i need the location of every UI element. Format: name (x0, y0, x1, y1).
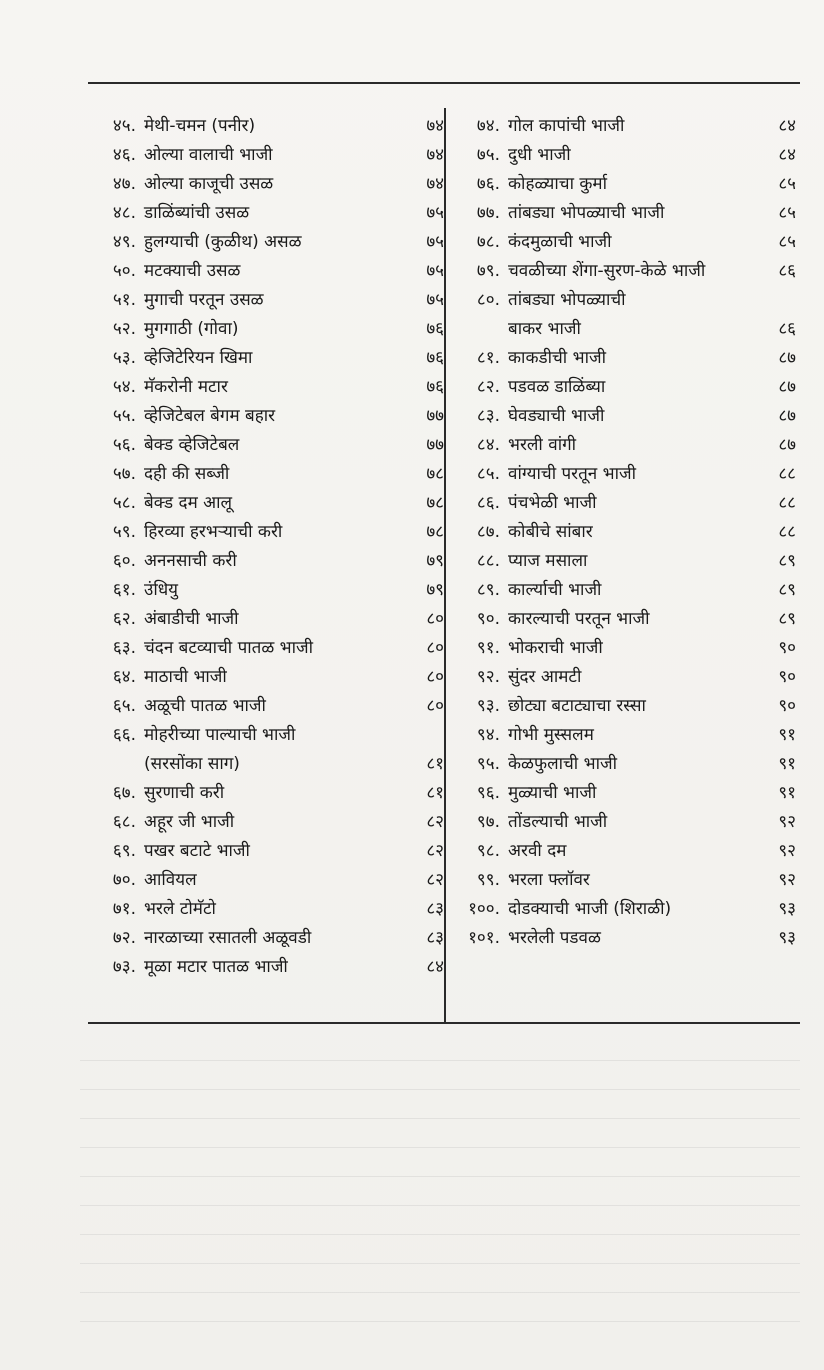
toc-entry (456, 460, 796, 489)
entry-title: सुंदर आमटी (508, 667, 582, 687)
entry-title: हुलग्याची (कुळीथ) असळ (144, 232, 302, 252)
entry-title: मुगगाठी (गोवा) (144, 319, 239, 339)
entry-title: बेक्ड व्हेजिटेबल (144, 435, 240, 455)
entry-page-number: ७८ (426, 493, 444, 513)
entry-title: पखर बटाटे भाजी (144, 841, 250, 861)
entry-number: ६४. (112, 667, 136, 687)
entry-title: ओल्या काजूची उसळ (144, 174, 274, 194)
entry-number: ८७. (476, 522, 500, 542)
entry-number: ५६. (112, 435, 136, 455)
entry-page-number: ७८ (426, 464, 444, 484)
entry-number: ६७. (112, 783, 136, 803)
toc-entry (456, 837, 796, 866)
entry-title: सुरणाची करी (144, 783, 225, 803)
entry-page-number: ९० (778, 638, 796, 658)
toc-entry (92, 576, 444, 605)
entry-page-number: ९२ (778, 812, 796, 832)
toc-entry (92, 170, 444, 199)
entry-title: अहूर जी भाजी (144, 812, 235, 832)
entry-title: ओल्या वालाची भाजी (144, 145, 273, 165)
left-column (92, 112, 444, 982)
entry-title: चंदन बटव्याची पातळ भाजी (144, 638, 314, 658)
entry-title: मुगाची परतून उसळ (144, 290, 264, 310)
entry-page-number: ८१ (426, 783, 444, 803)
entry-page-number: ९३ (778, 899, 796, 919)
toc-entry (92, 344, 444, 373)
entry-title: छोट्या बटाट्याचा रस्सा (508, 696, 646, 716)
entry-title-continued: बाकर भाजी (508, 319, 581, 339)
entry-page-number: ७७ (426, 406, 444, 426)
entry-title: वांग्याची परतून भाजी (508, 464, 637, 484)
right-column (456, 112, 796, 953)
entry-page-number: ८८ (778, 464, 796, 484)
toc-entry (92, 924, 444, 953)
entry-title: गोल कापांची भाजी (508, 116, 625, 136)
entry-page-number: ८२ (426, 841, 444, 861)
toc-entry (92, 199, 444, 228)
entry-title: हिरव्या हरभऱ्याची करी (144, 522, 283, 542)
entry-number: ८९. (476, 580, 500, 600)
toc-entry (456, 489, 796, 518)
entry-title: मुळ्याची भाजी (508, 783, 597, 803)
toc-entry (456, 286, 796, 344)
entry-title: मॅकरोनी मटार (144, 377, 228, 397)
entry-title: दही की सब्जी (144, 464, 230, 484)
entry-title: कंदमुळाची भाजी (508, 232, 612, 252)
top-rule (88, 82, 800, 84)
entry-number: ८२. (476, 377, 500, 397)
entry-number: ७४. (476, 116, 500, 136)
toc-entry (456, 344, 796, 373)
entry-number: ५५. (112, 406, 136, 426)
entry-number: ९६. (476, 783, 500, 803)
entry-page-number: ८० (426, 609, 444, 629)
entry-number: ४९. (112, 232, 136, 252)
entry-number: ८४. (476, 435, 500, 455)
entry-number: ९७. (476, 812, 500, 832)
entry-number: ६२. (112, 609, 136, 629)
entry-title: मूळा मटार पातळ भाजी (144, 957, 288, 977)
toc-entry (456, 808, 796, 837)
toc-entry (456, 518, 796, 547)
entry-title: बेक्ड दम आलू (144, 493, 233, 513)
entry-page-number: ७८ (426, 522, 444, 542)
entry-title: दुधी भाजी (508, 145, 571, 165)
toc-entry (92, 518, 444, 547)
entry-page-number: ८० (426, 667, 444, 687)
entry-number: ५४. (112, 377, 136, 397)
entry-number: ६१. (112, 580, 136, 600)
entry-page-number: ७६ (426, 377, 444, 397)
toc-entry (92, 315, 444, 344)
entry-number: ९५. (476, 754, 500, 774)
toc-entry (456, 866, 796, 895)
toc-entry (92, 460, 444, 489)
entry-title: तांबड्या भोपळ्याची (508, 290, 626, 310)
entry-title: व्हेजिटेबल बेगम बहार (144, 406, 276, 426)
entry-title: चवळीच्या शेंगा-सुरण-केळे भाजी (508, 261, 706, 281)
entry-title: गोभी मुस्सलम (508, 725, 594, 745)
entry-page-number: ८८ (778, 522, 796, 542)
entry-title: कोबीचे सांबार (508, 522, 593, 542)
entry-title: भरला फ्लॉवर (508, 870, 590, 890)
entry-page-number: ७५ (426, 232, 444, 252)
entry-page-number: ८४ (426, 957, 444, 977)
toc-entry (92, 605, 444, 634)
entry-page-number: ८२ (426, 870, 444, 890)
toc-entry (456, 663, 796, 692)
entry-page-number: ८५ (778, 174, 796, 194)
entry-page-number: ७९ (426, 580, 444, 600)
entry-title: प्याज मसाला (508, 551, 588, 571)
entry-number: ८३. (476, 406, 500, 426)
entry-page-number: ८९ (778, 580, 796, 600)
column-divider (444, 108, 446, 1024)
entry-number: ८१. (476, 348, 500, 368)
entry-title: डाळिंब्यांची उसळ (144, 203, 250, 223)
entry-page-number: ९१ (778, 754, 796, 774)
entry-number: ७१. (112, 899, 136, 919)
entry-number: ९४. (476, 725, 500, 745)
entry-title: कोहळ्याचा कुर्मा (508, 174, 608, 194)
entry-title: भरले टोमॅटो (144, 899, 216, 919)
entry-page-number: ७४ (426, 145, 444, 165)
entry-title: तांबड्या भोपळ्याची भाजी (508, 203, 665, 223)
entry-number: ५०. (112, 261, 136, 281)
entry-number: ५१. (112, 290, 136, 310)
entry-page-number: ८४ (778, 116, 796, 136)
entry-title: अननसाची करी (144, 551, 237, 571)
toc-entry (92, 692, 444, 721)
entry-title: पडवळ डाळिंब्या (508, 377, 606, 397)
entry-title: उंधियु (144, 580, 179, 600)
toc-entry (92, 547, 444, 576)
entry-number: ७७. (476, 203, 500, 223)
toc-entry (456, 228, 796, 257)
entry-title: भोकराची भाजी (508, 638, 603, 658)
entry-number: ९०. (476, 609, 500, 629)
entry-title: केळफुलाची भाजी (508, 754, 617, 774)
toc-entry (92, 866, 444, 895)
entry-title: व्हेजिटेरियन खिमा (144, 348, 253, 368)
entry-page-number: ८९ (778, 551, 796, 571)
entry-title: घेवड्याची भाजी (508, 406, 605, 426)
entry-page-number: ९१ (778, 725, 796, 745)
entry-page-number: ७५ (426, 290, 444, 310)
toc-entry (456, 112, 796, 141)
entry-page-number: ७५ (426, 261, 444, 281)
entry-title: भरलेली पडवळ (508, 928, 601, 948)
toc-entry (456, 721, 796, 750)
entry-number: १०१. (468, 928, 500, 948)
entry-page-number: ८३ (426, 928, 444, 948)
entry-title: पंचभेळी भाजी (508, 493, 597, 513)
entry-number: ७२. (112, 928, 136, 948)
entry-page-number: ७४ (426, 116, 444, 136)
toc-entry (92, 257, 444, 286)
toc-entry (92, 779, 444, 808)
entry-number: ६८. (112, 812, 136, 832)
toc-entry (456, 895, 796, 924)
entry-page-number: ९३ (778, 928, 796, 948)
entry-number: ५३. (112, 348, 136, 368)
toc-entry (92, 721, 444, 779)
toc-entry (456, 170, 796, 199)
toc-entry (456, 576, 796, 605)
entry-number: ७५. (476, 145, 500, 165)
entry-page-number: ९२ (778, 841, 796, 861)
entry-title: काकडीची भाजी (508, 348, 606, 368)
entry-number: १००. (468, 899, 500, 919)
entry-page-number: ८७ (778, 377, 796, 397)
entry-page-number: ७७ (426, 435, 444, 455)
entry-number: ४८. (112, 203, 136, 223)
entry-page-number: ७४ (426, 174, 444, 194)
toc-entry (456, 431, 796, 460)
entry-title: तोंडल्याची भाजी (508, 812, 608, 832)
entry-number: ४५. (112, 116, 136, 136)
entry-title: मोहरीच्या पाल्याची भाजी (144, 725, 296, 745)
entry-number: ५८. (112, 493, 136, 513)
toc-entry (92, 953, 444, 982)
entry-page-number: ८९ (778, 609, 796, 629)
entry-title: कारल्याची परतून भाजी (508, 609, 650, 629)
toc-entry (92, 228, 444, 257)
entry-number: ८०. (476, 290, 500, 310)
entry-number: ५९. (112, 522, 136, 542)
entry-title-continued: (सरसोंका साग) (144, 754, 240, 774)
toc-entry (92, 141, 444, 170)
entry-number: ७३. (112, 957, 136, 977)
entry-number: ७८. (476, 232, 500, 252)
entry-page-number: ८५ (778, 232, 796, 252)
entry-page-number: ८६ (778, 319, 796, 339)
entry-page-number: ९२ (778, 870, 796, 890)
entry-number: ९१. (476, 638, 500, 658)
toc-entry (92, 489, 444, 518)
entry-number: ५२. (112, 319, 136, 339)
entry-number: ७९. (476, 261, 500, 281)
toc-entry (456, 750, 796, 779)
toc-entry (92, 808, 444, 837)
toc-entry (456, 547, 796, 576)
entry-page-number: ८३ (426, 899, 444, 919)
toc-entry (92, 373, 444, 402)
entry-page-number: ७६ (426, 319, 444, 339)
entry-page-number: ८० (426, 696, 444, 716)
toc-entry (456, 692, 796, 721)
toc-entry (456, 402, 796, 431)
entry-number: ६३. (112, 638, 136, 658)
entry-number: ६०. (112, 551, 136, 571)
toc-entry (92, 431, 444, 460)
entry-number: ४६. (112, 145, 136, 165)
toc-entry (92, 112, 444, 141)
toc-entry (456, 199, 796, 228)
entry-page-number: ८५ (778, 203, 796, 223)
entry-number: ६६. (112, 725, 136, 745)
toc-entry (92, 402, 444, 431)
toc-entry (456, 257, 796, 286)
entry-page-number: ८७ (778, 406, 796, 426)
bleed-through-text (80, 1040, 800, 1330)
entry-title: मटक्याची उसळ (144, 261, 241, 281)
bottom-rule (88, 1022, 800, 1024)
entry-title: अरवी दम (508, 841, 567, 861)
entry-number: ८६. (476, 493, 500, 513)
entry-title: अंबाडीची भाजी (144, 609, 239, 629)
entry-page-number: ८२ (426, 812, 444, 832)
entry-page-number: ९० (778, 667, 796, 687)
entry-page-number: ९० (778, 696, 796, 716)
entry-number: ७०. (112, 870, 136, 890)
toc-entry (92, 663, 444, 692)
toc-entry (456, 924, 796, 953)
entry-title: भरली वांगी (508, 435, 577, 455)
entry-page-number: ८७ (778, 348, 796, 368)
entry-page-number: ८४ (778, 145, 796, 165)
toc-entry (456, 373, 796, 402)
entry-title: अळूची पातळ भाजी (144, 696, 266, 716)
entry-number: ४७. (112, 174, 136, 194)
entry-number: ५७. (112, 464, 136, 484)
entry-number: ९२. (476, 667, 500, 687)
entry-number: ६५. (112, 696, 136, 716)
entry-page-number: ८० (426, 638, 444, 658)
entry-page-number: ८८ (778, 493, 796, 513)
entry-number: ६९. (112, 841, 136, 861)
entry-title: आवियल (144, 870, 197, 890)
toc-entry (92, 895, 444, 924)
entry-title: मेथी-चमन (पनीर) (144, 116, 256, 136)
toc-entry (456, 779, 796, 808)
entry-number: ९८. (476, 841, 500, 861)
toc-entry (456, 141, 796, 170)
entry-number: ८८. (476, 551, 500, 571)
entry-title: दोडक्याची भाजी (शिराळी) (508, 899, 672, 919)
entry-page-number: ७९ (426, 551, 444, 571)
entry-page-number: ८१ (426, 754, 444, 774)
entry-page-number: ९१ (778, 783, 796, 803)
toc-entry (92, 634, 444, 663)
entry-page-number: ८६ (778, 261, 796, 281)
entry-number: ९३. (476, 696, 500, 716)
entry-number: ८५. (476, 464, 500, 484)
entry-number: ७६. (476, 174, 500, 194)
entry-page-number: ७५ (426, 203, 444, 223)
toc-entry (92, 837, 444, 866)
entry-title: माठाची भाजी (144, 667, 227, 687)
toc-entry (456, 634, 796, 663)
toc-entry (92, 286, 444, 315)
entry-title: कार्ल्याची भाजी (508, 580, 602, 600)
entry-page-number: ७६ (426, 348, 444, 368)
entry-number: ९९. (476, 870, 500, 890)
entry-page-number: ८७ (778, 435, 796, 455)
toc-entry (456, 605, 796, 634)
entry-title: नारळाच्या रसातली अळूवडी (144, 928, 312, 948)
